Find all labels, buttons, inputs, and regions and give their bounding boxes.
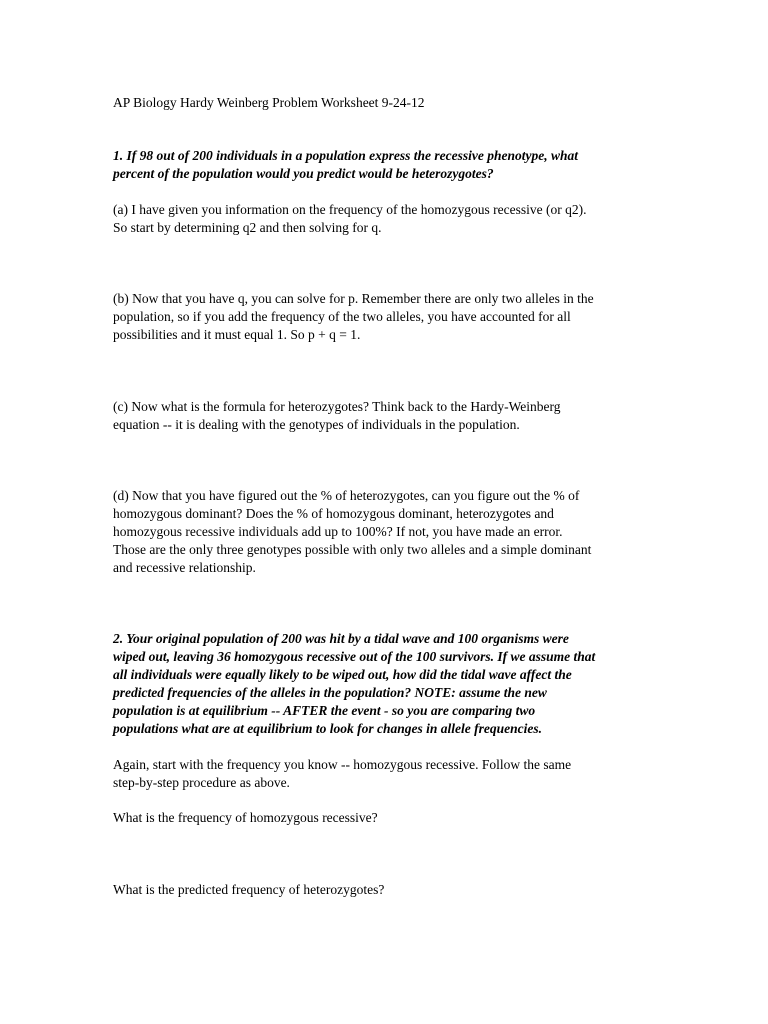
part-d-line: homozygous recessive individuals add up to 100%? If not, you have made an error. [113, 524, 563, 539]
prompt-homozygous-line: What is the frequency of homozygous recessive? [113, 810, 378, 825]
part-d-line: (d) Now that you have figured out the % of heterozygotes, can you figure out the % of [113, 488, 580, 503]
part-b-line: possibilities and it must equal 1. So p + q = 1. [113, 327, 361, 342]
part-b-line: (b) Now that you have q, you can solve for p. Remember there are only two alleles in the [113, 291, 594, 306]
question-1 [113, 147, 673, 183]
question-1-line: 1. If 98 out of 200 individuals in a population express the recessive phenotype, what [113, 148, 579, 163]
part-b-line: population, so if you add the frequency of the two alleles, you have accounted for all [113, 309, 571, 324]
title-line: AP Biology Hardy Weinberg Problem Worksheet 9-24-12 [113, 95, 425, 110]
again-line: step-by-step procedure as above. [113, 775, 290, 790]
prompt-heterozygotes [113, 881, 673, 899]
page-title [113, 94, 673, 112]
question-2 [113, 630, 673, 738]
part-a [113, 201, 673, 237]
question-2-line: population is at equilibrium -- AFTER the event - so you are comparing two [113, 703, 536, 718]
part-c [113, 398, 673, 434]
part-d-line: Those are the only three genotypes possible with only two alleles and a simple dominant [113, 542, 592, 557]
part-a-line: So start by determining q2 and then solving for q. [113, 220, 382, 235]
again-instructions [113, 756, 673, 792]
part-c-line: (c) Now what is the formula for heterozygotes? Think back to the Hardy-Weinberg [113, 399, 561, 414]
part-d [113, 487, 673, 577]
prompt-homozygous-recessive [113, 809, 673, 827]
again-line: Again, start with the frequency you know -- homozygous recessive. Follow the same [113, 757, 572, 772]
part-d-line: homozygous dominant? Does the % of homozygous dominant, heterozygotes and [113, 506, 554, 521]
question-2-line: all individuals were equally likely to be wiped out, how did the tidal wave affect the [113, 667, 572, 682]
question-2-line: 2. Your original population of 200 was hit by a tidal wave and 100 organisms were [113, 631, 569, 646]
question-2-line: populations what are at equilibrium to look for changes in allele frequencies. [113, 721, 543, 736]
part-d-line: and recessive relationship. [113, 560, 256, 575]
prompt-heterozygotes-line: What is the predicted frequency of heterozygotes? [113, 882, 385, 897]
question-1-line: percent of the population would you predict would be heterozygotes? [113, 166, 494, 181]
part-c-line: equation -- it is dealing with the genotypes of individuals in the population. [113, 417, 520, 432]
part-b [113, 290, 673, 344]
question-2-line: predicted frequencies of the alleles in the population? NOTE: assume the new [113, 685, 547, 700]
question-2-line: wiped out, leaving 36 homozygous recessive out of the 100 survivors. If we assume that [113, 649, 596, 664]
part-a-line: (a) I have given you information on the frequency of the homozygous recessive (or q2). [113, 202, 587, 217]
